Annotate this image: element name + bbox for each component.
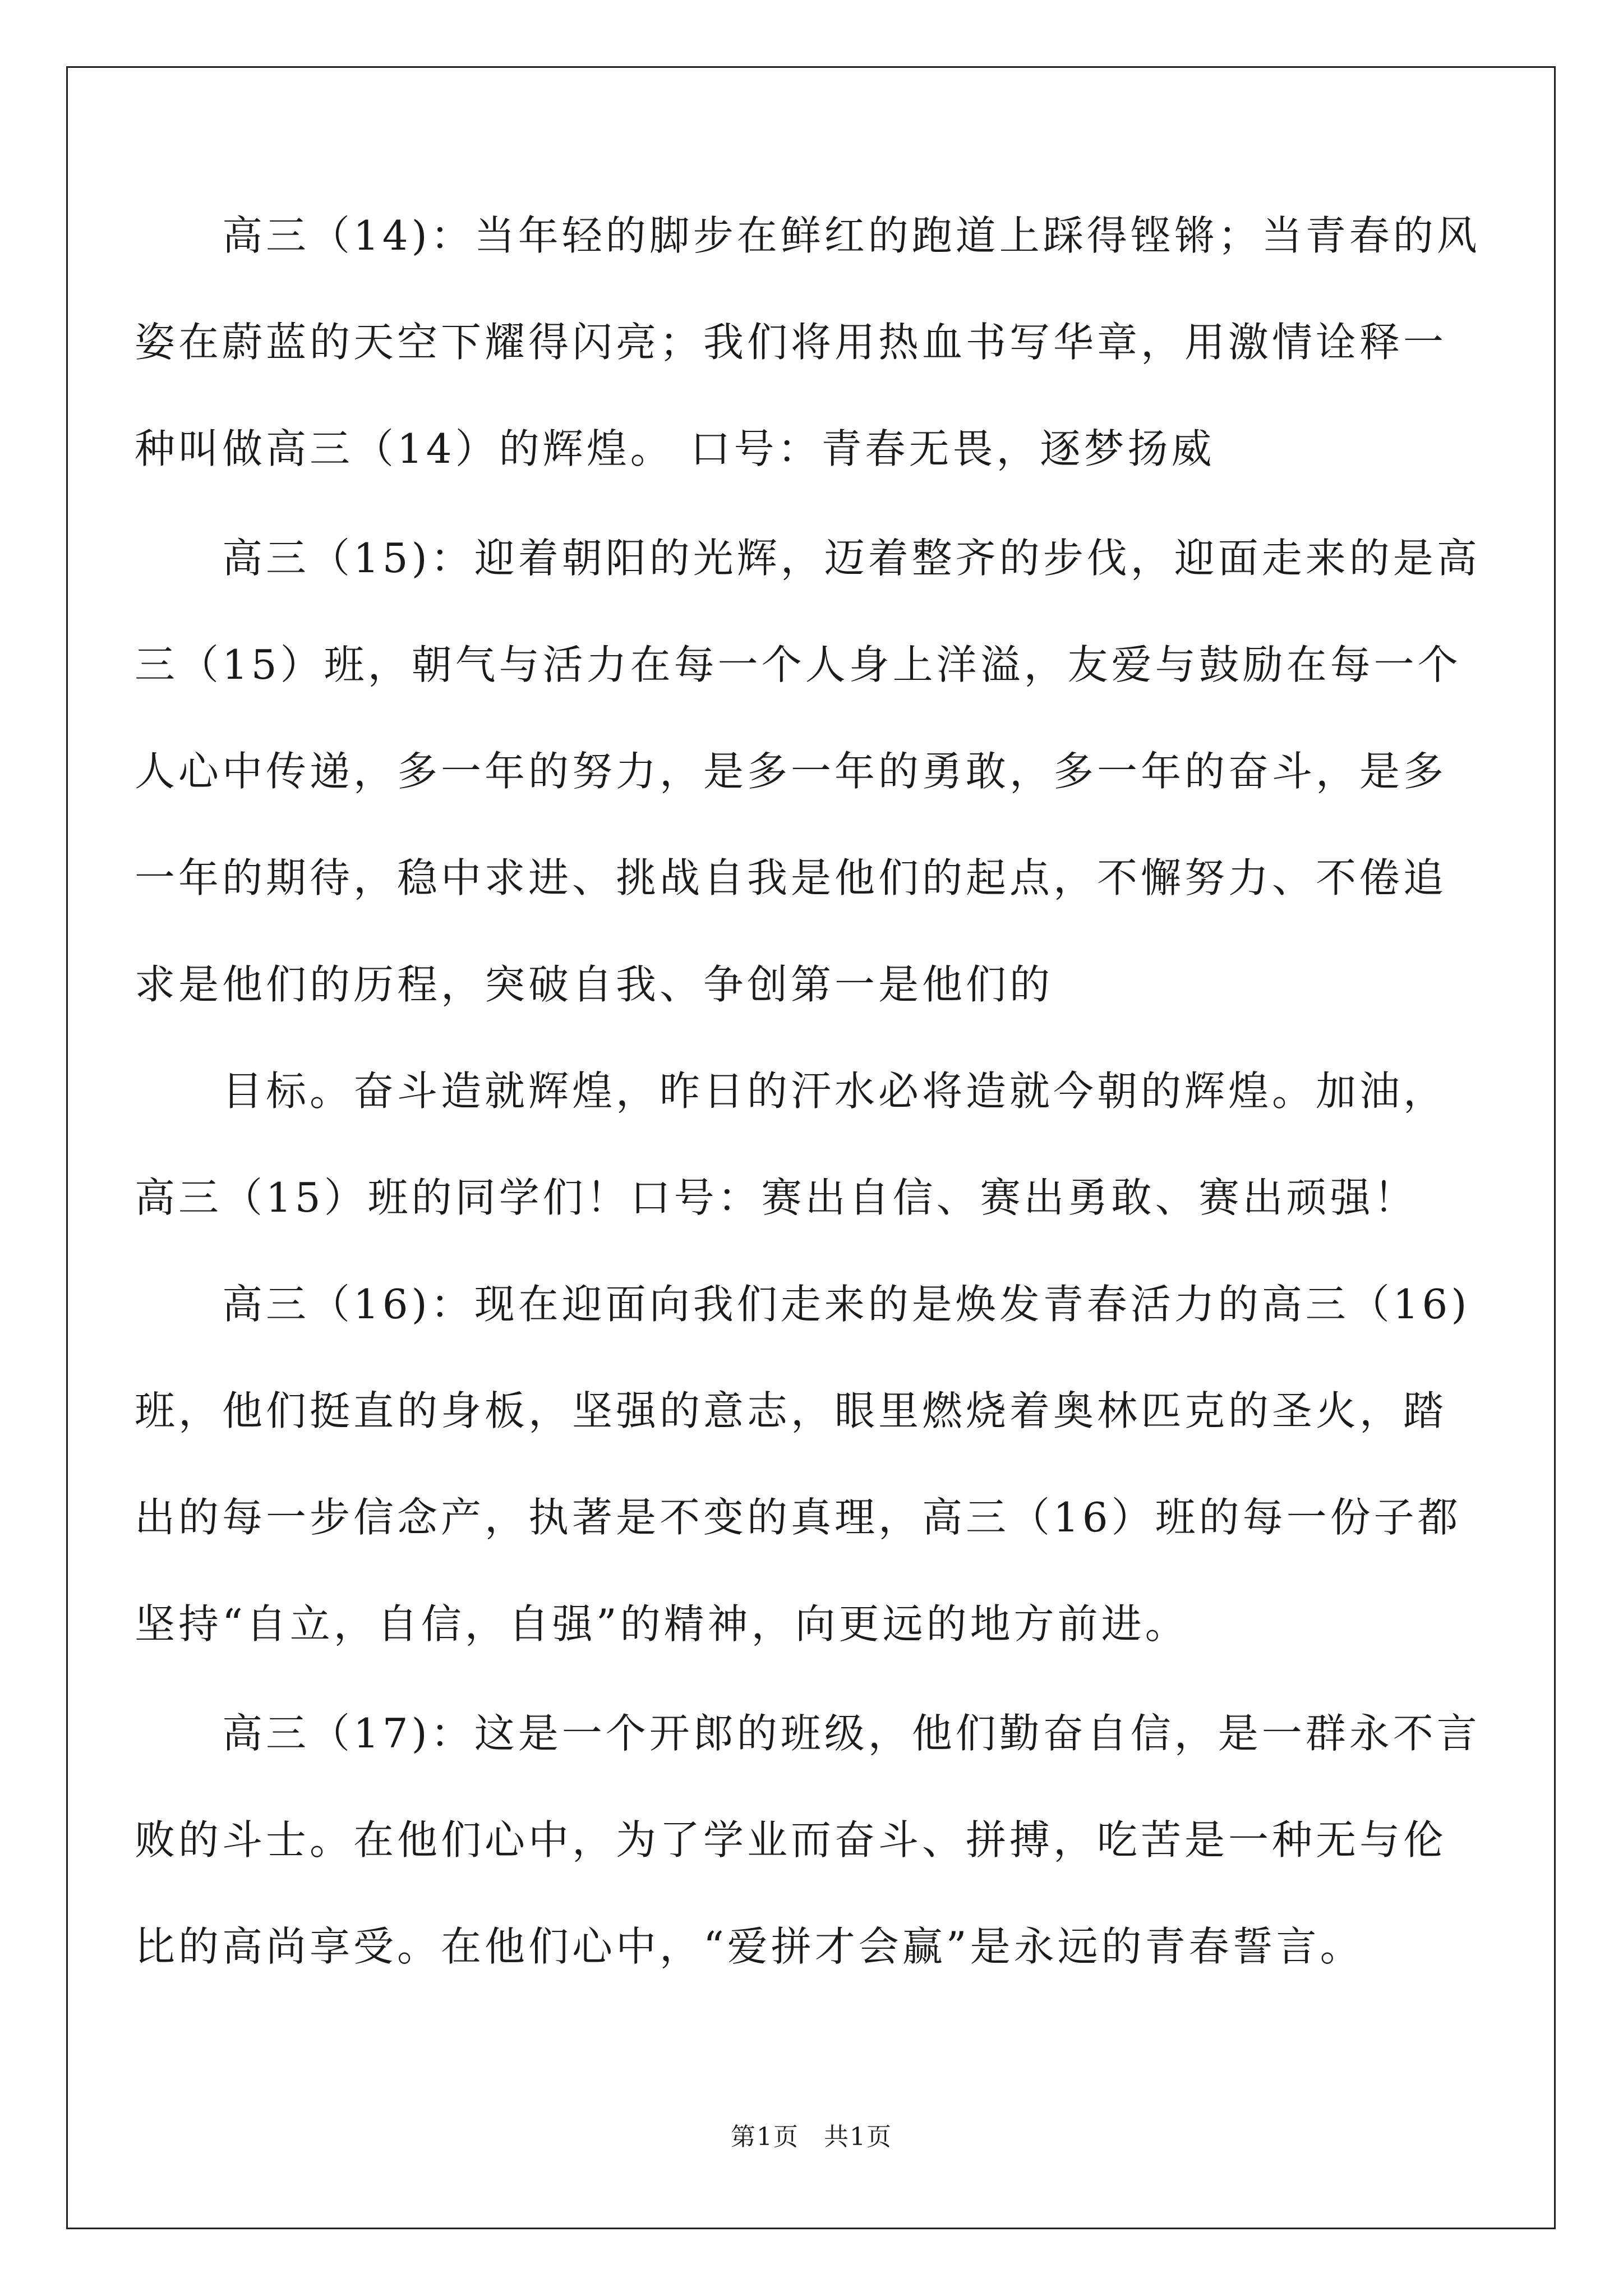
text-line: 高三（16)：现在迎面向我们走来的是焕发青春活力的高三（16) [135, 1281, 1470, 1328]
text-line: 高三（15）班的同学们！口号：赛出自信、赛出勇敢、赛出顽强！ [135, 1174, 1418, 1221]
text-line: 出的每一步信念产，执著是不变的真理，高三（16）班的每一份子都 [135, 1494, 1461, 1541]
text-line: 目标。奋斗造就辉煌，昨日的汗水必将造就今朝的辉煌。加油， [135, 1068, 1447, 1115]
text-line: 高三（17)：这是一个开郎的班级，他们勤奋自信，是一群永不言 [135, 1710, 1481, 1757]
text-line: 高三（14)：当年轻的脚步在鲜红的跑道上踩得铿锵；当青春的风 [135, 212, 1481, 259]
page-border [66, 66, 1556, 2229]
text-line: 败的斗士。在他们心中，为了学业而奋斗、拼搏，吃苦是一种无与伦 [135, 1816, 1447, 1864]
text-line: 求是他们的历程，突破自我、争创第一是他们的 [135, 961, 1054, 1008]
text-line: 种叫做高三（14）的辉煌。 口号：青春无畏，逐梦扬威 [135, 425, 1215, 472]
page-total: 共1页 [824, 2123, 892, 2151]
text-line: 坚持“自立，自信，自强”的精神，向更远的地方前进。 [135, 1600, 1189, 1648]
text-line: 姿在蔚蓝的天空下耀得闪亮；我们将用热血书写华章，用激情诠释一 [135, 319, 1447, 366]
text-line: 三（15）班，朝气与活力在每一个人身上洋溢，友爱与鼓励在每一个 [135, 641, 1461, 688]
text-line: 比的高尚享受。在他们心中，“爱拼才会赢”是永远的青春誓言。 [135, 1923, 1364, 1970]
page-number: 第1页 [731, 2123, 799, 2151]
text-line: 一年的期待，稳中求进、挑战自我是他们的起点，不懈努力、不倦追 [135, 854, 1447, 901]
text-line: 班，他们挺直的身板，坚强的意志，眼里燃烧着奥林匹克的圣火，踏 [135, 1387, 1447, 1434]
page-footer [0, 2120, 1623, 2154]
text-line: 人心中传递，多一年的努力，是多一年的勇敢，多一年的奋斗，是多 [135, 748, 1447, 795]
text-line: 高三（15)：迎着朝阳的光辉，迈着整齐的步伐，迎面走来的是高 [135, 535, 1481, 582]
